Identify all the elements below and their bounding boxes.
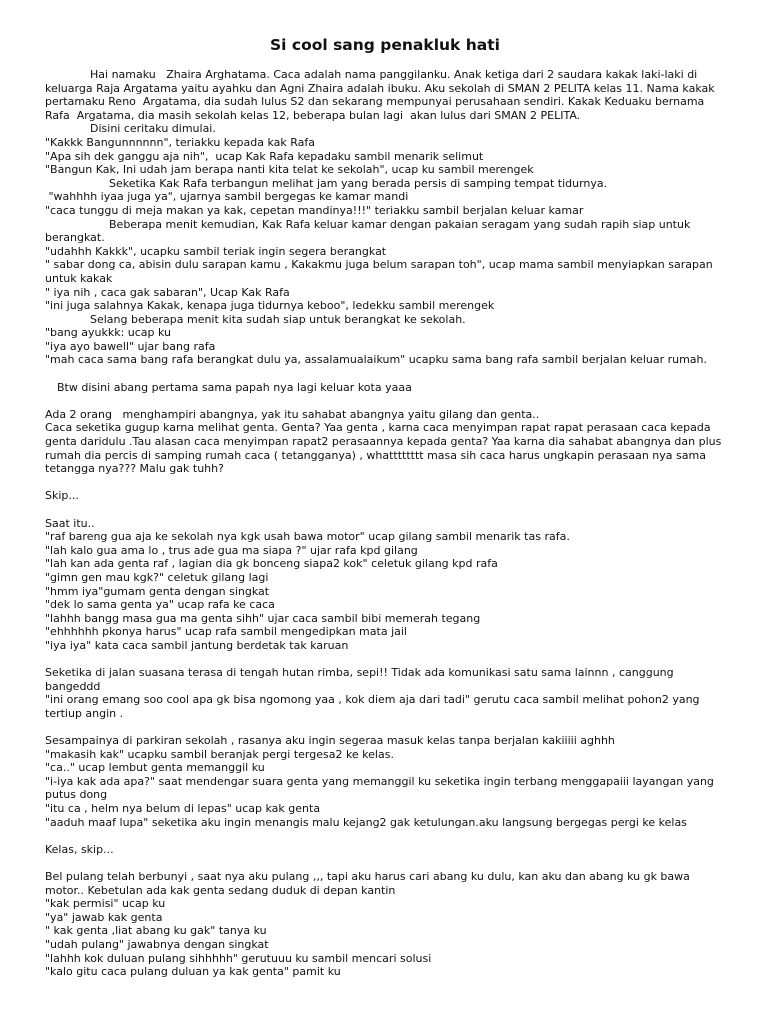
dialogue-line: "makasih kak" ucapku sambil beranjak pergi tergesa2 ke kelas. [45,747,394,761]
paragraph: Selang beberapa menit kita sudah siap untuk berangkat ke sekolah. [90,312,466,326]
paragraph: Sesampainya di parkiran sekolah , rasanya aku ingin segeraa masuk kelas tanpa berjalan kakiiiii aghhh [45,734,615,748]
dialogue-line: "ini orang emang soo cool apa gk bisa ngomong yaa , kok diem aja dari tadi" gerutu caca sambil melihat pohon2 yang tertiup angin . [45,693,704,720]
dialogue-line: "lahhh bangg masa gua ma genta sihh" ujar caca sambil bibi memerah tegang [45,611,481,625]
dialogue-line: "kak permisi" ucap ku [45,897,166,911]
story-body [45,68,725,979]
dialogue-line: "Apa sih dek ganggu aja nih", ucap Kak Rafa kepadaku sambil menarik selimut [45,149,484,163]
paragraph: Seketika di jalan suasana terasa di tengah hutan rimba, sepi!! Tidak ada komunikasi satu sama lainnn , canggung bangeddd [45,666,678,693]
paragraph: Saat itu.. [45,516,95,530]
dialogue-line: "wahhhh iyaa juga ya", ujarnya sambil bergegas ke kamar mandi [45,190,409,204]
dialogue-line: "dek lo sama genta ya" ucap rafa ke caca [45,598,275,612]
paragraph: Btw disini abang pertama sama papah nya lagi keluar kota yaaa [57,380,412,394]
dialogue-line: "kalo gitu caca pulang duluan ya kak genta" pamit ku [45,965,341,979]
dialogue-line: "gimn gen mau kgk?" celetuk gilang lagi [45,570,269,584]
dialogue-line: "hmm iya"gumam genta dengan singkat [45,584,270,598]
paragraph: Beberapa menit kemudian, Kak Rafa keluar kamar dengan pakaian seragam yang sudah rapih siap untuk berangkat. [45,217,694,245]
dialogue-line: "i-iya kak ada apa?" saat mendengar suara genta yang memanggil ku seketika ingin terbang menggapaiii layangan yang putus dong [45,774,718,802]
dialogue-line: "raf bareng gua aja ke sekolah nya kgk usah bawa motor" ucap gilang sambil menarik tas rafa. [45,530,570,544]
paragraph-gap [45,829,725,843]
dialogue-line: " sabar dong ca, abisin dulu sarapan kamu , Kakakmu juga belum sarapan toh", ucap mama sambil menyiapkan sarapan untuk kakak [45,258,717,285]
paragraph: Kelas, skip... [45,842,114,856]
paragraph: Caca seketika gugup karna melihat genta. Genta? Yaa genta , karna caca menyimpan rapat rapat perasaan caca kepada genta daridulu .Tau alasan caca menyimpan rapat2 perasaannya kepada genta? Yaa karna dia sahabat abangnya dan plus rumah dia percis di samping rumah caca ( tetangganya) , whatttttttt masa sih caca harus ungkapin perasaan nya sama tetangga nya??? Malu gak tuhh? [45,421,725,476]
dialogue-line: "aaduh maaf lupa" seketika aku ingin menangis malu kejang2 gak ketulungan.aku langsung bergegas pergi ke kelas [45,815,687,829]
paragraph: Skip... [45,489,79,503]
paragraph-gap [45,653,725,667]
paragraph-gap [45,394,725,408]
paragraph-gap [45,503,725,517]
paragraph-gap [45,476,725,490]
paragraph-gap [45,721,725,735]
paragraph-gap [45,367,725,381]
paragraph-gap [45,856,725,870]
dialogue-line: "lah kan ada genta raf , lagian dia gk bonceng siapa2 kok" celetuk gilang kpd rafa [45,557,498,571]
dialogue-line: " kak genta ,liat abang ku gak" tanya ku [45,924,267,938]
dialogue-line: "lahhh kok duluan pulang sihhhhh" gerutuuu ku sambil mencari solusi [45,951,432,965]
dialogue-line: "caca tunggu di meja makan ya kak, cepetan mandinya!!!" teriakku sambil berjalan keluar kamar [45,203,584,217]
dialogue-line: "iya ayo bawell" ujar bang rafa [45,339,216,353]
dialogue-line: "ehhhhhh pkonya harus" ucap rafa sambil mengedipkan mata jail [45,625,407,639]
dialogue-line: "ya" jawab kak genta [45,910,163,924]
dialogue-line: "iya iya" kata caca sambil jantung berdetak tak karuan [45,638,349,652]
dialogue-line: "itu ca , helm nya belum di lepas" ucap kak genta [45,802,321,816]
paragraph: Ada 2 orang menghampiri abangnya, yak itu sahabat abangnya yaitu gilang dan genta.. [45,407,540,421]
dialogue-line: "Bangun Kak, Ini udah jam berapa nanti kita telat ke sekolah", ucap ku sambil merengek [45,163,534,177]
dialogue-line: "udah pulang" jawabnya dengan singkat [45,938,269,951]
paragraph: Hai namaku Zhaira Arghatama. Caca adalah nama panggilanku. Anak ketiga dari 2 saudara kakak laki-laki di keluarga Raja Argatama yaitu ayahku dan Agni Zhaira adalah ibuku. Aku sekolah di SMAN 2 PELITA kelas 11. Nama kakak pertamaku Reno Argatama, dia sudah lulus S2 dan sekarang mempunyai perusahaan sendiri. Kakak Keduaku bernama Rafa Argatama, dia masih sekolah kelas 12, beberapa bulan lagi akan lulus dari SMAN 2 PELITA. [45,68,719,122]
dialogue-line: "mah caca sama bang rafa berangkat dulu ya, assalamualaikum" ucapku sama bang rafa sambil berjalan keluar rumah. [45,353,708,367]
dialogue-line: " iya nih , caca gak sabaran", Ucap Kak Rafa [45,285,290,299]
document-page [45,36,725,979]
dialogue-line: "ca.." ucap lembut genta memanggil ku [45,761,265,775]
paragraph: Bel pulang telah berbunyi , saat nya aku pulang ,,, tapi aku harus cari abang ku dulu, kan aku dan abang ku gk bawa motor.. Kebetulan ada kak genta sedang duduk di depan kantin [45,870,694,897]
dialogue-line: "bang ayukkk: ucap ku [45,326,172,340]
dialogue-line: "lah kalo gua ama lo , trus ade gua ma siapa ?" ujar rafa kpd gilang [45,543,418,557]
paragraph: Disini ceritaku dimulai. [90,122,216,136]
dialogue-line: "udahhh Kakkk", ucapku sambil teriak ingin segera berangkat [45,244,387,258]
paragraph: Seketika Kak Rafa terbangun melihat jam yang berada persis di samping tempat tidurnya. [109,176,608,190]
document-title: Si cool sang penakluk hati [270,36,500,54]
dialogue-line: "ini juga salahnya Kakak, kenapa juga tidurnya keboo", ledekku sambil merengek [45,299,495,313]
dialogue-line: "Kakkk Bangunnnnnn", teriakku kepada kak Rafa [45,135,316,149]
